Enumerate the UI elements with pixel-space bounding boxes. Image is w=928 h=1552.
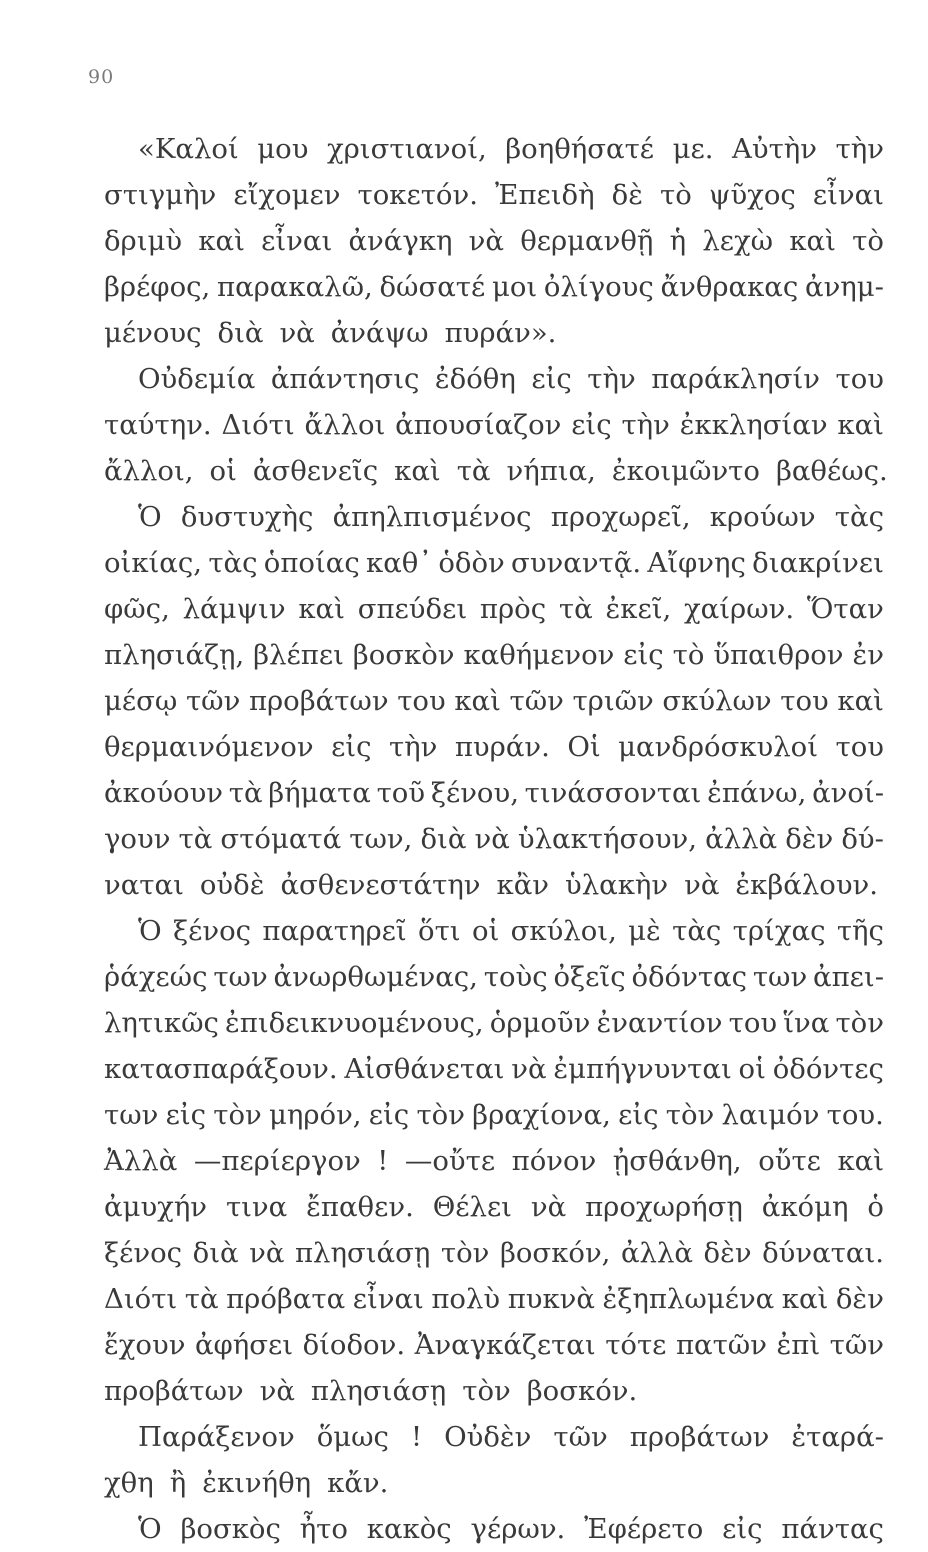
word: πλησιάσῃ (294, 1237, 431, 1269)
word: καὶ (789, 225, 836, 257)
text-line (104, 1460, 884, 1506)
word: ἀφήσει (194, 1329, 294, 1361)
word: ἄνθρακας (660, 271, 799, 303)
text-line (104, 356, 884, 402)
word: ἀνάγκη (348, 225, 453, 257)
word: εἰς (722, 1513, 763, 1545)
word: ἐταρά- (791, 1421, 884, 1453)
word: ἐπιδεικνυομένους, (225, 1007, 484, 1039)
word: τὰ (228, 777, 263, 809)
word: στιγμὴν (104, 179, 217, 211)
word: ἐν (852, 639, 884, 671)
word: τότε (605, 1329, 667, 1361)
word: τινα (225, 1191, 288, 1223)
word: ἀμυχήν (104, 1191, 208, 1223)
word: ἔπαθεν. (306, 1191, 414, 1223)
word: προχωρήσῃ (585, 1191, 743, 1223)
text-line (104, 1322, 884, 1368)
word: μηρόν, (269, 1099, 362, 1131)
word: λαιμόν (721, 1099, 820, 1131)
word: σκύλων (662, 685, 772, 717)
word: δύναται. (762, 1237, 884, 1269)
word: πολὺ (431, 1283, 501, 1315)
text-line (104, 816, 884, 862)
word: τοῦ (376, 777, 426, 809)
word: τὴν (587, 363, 636, 395)
word: καὶ (837, 1145, 884, 1177)
word: βραχίονα, (472, 1099, 611, 1131)
word: ὕπαιθρον (713, 639, 844, 671)
word: γέρων. (470, 1513, 566, 1545)
word: διακρίνει (752, 547, 884, 579)
word: τὸ (660, 179, 692, 211)
word: τὸν (416, 1099, 465, 1131)
word: οὐδὲ (199, 869, 265, 901)
word: εἰς (531, 363, 572, 395)
word: μὲ (628, 915, 661, 947)
word: λητικῶς (104, 1007, 219, 1039)
word: νὰ (279, 317, 315, 349)
word: οἱ (738, 1053, 766, 1085)
word: τὰ (456, 455, 491, 487)
word: κρούων (709, 501, 816, 533)
word: προβάτων (629, 1421, 770, 1453)
text-line (104, 862, 884, 908)
word: καὶ (837, 685, 884, 717)
word: ! (377, 1145, 389, 1177)
text-line (104, 1414, 884, 1460)
word: σκύλοι, (510, 915, 617, 947)
text-line (104, 954, 884, 1000)
word: βοσκόν. (526, 1375, 638, 1407)
word: δὲν (835, 1283, 884, 1315)
word: βλέπει (253, 639, 344, 671)
word: νήπια, (506, 455, 596, 487)
word: ξένος (172, 915, 252, 947)
word: οἰκίας, (104, 547, 203, 579)
text-line (104, 770, 884, 816)
word: προχωρεῖ, (550, 501, 691, 533)
text-line (104, 540, 884, 586)
word: ἢ (169, 1467, 187, 1499)
word: παράκλησίν (651, 363, 820, 395)
word: ἀλλὰ (705, 823, 778, 855)
word: τῶν (185, 685, 241, 717)
word: ὀλίγους (543, 271, 654, 303)
text-line (104, 678, 884, 724)
word: —περίεργον (193, 1145, 361, 1177)
word: ἀπουσίαζον (395, 409, 562, 441)
text-line (104, 264, 884, 310)
word: βήματα (268, 777, 371, 809)
text-line (104, 586, 884, 632)
word: χαίρων. (684, 593, 795, 625)
word: ὁποίας (263, 547, 360, 579)
word: ξένου, (430, 777, 519, 809)
word: καὶ (198, 225, 245, 257)
word: βοσκόν, (499, 1237, 611, 1269)
word: διὰ (217, 317, 264, 349)
text-line (104, 908, 884, 954)
word: ναται (104, 869, 184, 901)
word: τὸν (835, 1007, 884, 1039)
word: ἡ (669, 225, 687, 257)
word: ψῦχος (708, 179, 796, 211)
word: ἀπάντησις (270, 363, 420, 395)
word: λάμψιν (182, 593, 286, 625)
word: ὅμως (316, 1421, 389, 1453)
word: Ὁ (138, 501, 162, 533)
word: τῆς (836, 915, 884, 947)
word: τῶν (829, 1329, 884, 1361)
word: Ὁ (138, 1513, 162, 1545)
word: βοσκὸν (352, 639, 455, 671)
text-line (104, 448, 888, 494)
word: ὀξεῖς (553, 961, 626, 993)
word: τινάσσονται (524, 777, 702, 809)
word: Αἰσθάνεται (344, 1053, 505, 1085)
word: Οὐδὲν (444, 1421, 532, 1453)
word: ἀπηλπισμένος (332, 501, 532, 533)
word: νὰ (684, 869, 720, 901)
text-line (104, 126, 884, 172)
word: δὲν (785, 823, 834, 855)
word: ἀνοί- (812, 777, 884, 809)
word: ! (410, 1421, 423, 1453)
text-line (104, 1138, 884, 1184)
word: κἂν (496, 869, 550, 901)
text-line (104, 1506, 884, 1552)
text-line (104, 494, 884, 540)
word: ὀδόντας (631, 961, 748, 993)
body-text (104, 126, 888, 1552)
word: Ὅταν (806, 593, 884, 625)
word: προβάτων (248, 685, 389, 717)
word: ἀνωρθωμένας, (273, 961, 478, 993)
word: εἰς (571, 409, 612, 441)
word: εἰς (618, 1099, 659, 1131)
word: ἐναντίον (596, 1007, 723, 1039)
word: του (397, 685, 446, 717)
word: του (835, 363, 884, 395)
word: δίοδον. (302, 1329, 406, 1361)
word: ἐπάνω, (707, 777, 807, 809)
word: των (752, 961, 808, 993)
text-line (104, 1000, 884, 1046)
word: διὰ (192, 1237, 239, 1269)
word: ἀκούουν (104, 777, 224, 809)
word: τὰ (558, 593, 593, 625)
word: ἀσθενεστάτην (280, 869, 481, 901)
word: καὶ (454, 685, 501, 717)
word: δὲν (703, 1237, 752, 1269)
word: μέσῳ (104, 685, 178, 717)
word: πάντας (781, 1513, 884, 1545)
word: ἄλλοι, (104, 455, 194, 487)
word: Ἐφέρετο (584, 1513, 704, 1545)
word: ἄλλοι (304, 409, 386, 441)
word: ἀπει- (813, 961, 884, 993)
word: φῶς, (104, 593, 170, 625)
word: των, (349, 823, 413, 855)
word: πυράν». (444, 317, 557, 349)
word: τὴν (835, 133, 884, 165)
word: νὰ (511, 1053, 547, 1085)
word: ᾐσθάνθη, (612, 1145, 742, 1177)
word: νὰ (468, 225, 504, 257)
text-line (104, 218, 884, 264)
text-line (104, 724, 884, 770)
word: Θέλει (432, 1191, 512, 1223)
word: παρατηρεῖ (262, 915, 407, 947)
word: ἦτο (299, 1513, 348, 1545)
word: τὸ (852, 225, 884, 257)
word: ἀνημ- (805, 271, 884, 303)
word: ἀσθενεῖς (252, 455, 379, 487)
word: κατασπαράξουν. (104, 1053, 338, 1085)
word: χθη (104, 1467, 154, 1499)
word: νὰ (259, 1375, 295, 1407)
text-line (104, 1368, 884, 1414)
text-line (104, 632, 884, 678)
word: τὸν (213, 1099, 262, 1131)
word: συναντᾷ. (511, 547, 642, 579)
word: ὁρμοῦν (489, 1007, 591, 1039)
word: ὑλακτήσουν, (517, 823, 698, 855)
word: τὸν (462, 1375, 511, 1407)
word: θερμανθῇ (520, 225, 654, 257)
word: εἶναι (352, 1283, 424, 1315)
word: κἄν. (327, 1467, 389, 1499)
word: ἐδόθη (434, 363, 516, 395)
word: στόματά (220, 823, 342, 855)
word: τὴν (621, 409, 670, 441)
word: τὸν (440, 1237, 490, 1269)
word: —οὔτε (404, 1145, 496, 1177)
word: ἀλλὰ (620, 1237, 693, 1269)
word: Διότι (221, 409, 295, 441)
word: Αὐτὴν (732, 133, 817, 165)
word: γουν (104, 823, 171, 855)
word: τὸ (672, 639, 705, 671)
word: θερμαινόμενον (104, 731, 314, 763)
page-number: 90 (88, 66, 115, 88)
word: τὴν (388, 731, 438, 763)
word: εἴχομεν (233, 179, 341, 211)
word: ὅτι (418, 915, 461, 947)
word: ὁ (867, 1191, 884, 1223)
word: οἱ (471, 915, 500, 947)
word: καὶ (394, 455, 441, 487)
word: σπεύδει (357, 593, 468, 625)
word: εἰς (623, 639, 664, 671)
word: Ἀναγκάζεται (414, 1329, 596, 1361)
text-line (104, 1184, 884, 1230)
word: ὀδόντες (772, 1053, 884, 1085)
word: ἐκινήθη (202, 1467, 312, 1499)
text-line (104, 1092, 884, 1138)
text-line (104, 1276, 884, 1322)
word: νὰ (249, 1237, 285, 1269)
word: με. (672, 133, 714, 165)
word: ἐκκλησίαν (679, 409, 828, 441)
word: ὁδὸν (438, 547, 505, 579)
word: πυκνὰ (507, 1283, 595, 1315)
word: ἐκοιμῶντο (611, 455, 760, 487)
word: τρίχας (732, 915, 826, 947)
word: χριστιανοί, (326, 133, 487, 165)
word: των (104, 1099, 159, 1131)
word: καὶ (837, 409, 884, 441)
word: μοι (491, 271, 538, 303)
text-line (104, 172, 884, 218)
word: τῶν (509, 685, 564, 717)
word: πρὸς (479, 593, 547, 625)
word: δυστυχὴς (180, 501, 314, 533)
word: προβάτων (104, 1375, 244, 1407)
word: ὑλακὴν (565, 869, 669, 901)
word: ἐμπήγνυνται (553, 1053, 732, 1085)
word: πυράν. (454, 731, 550, 763)
word: διὰ (420, 823, 467, 855)
word: οὔτε (758, 1145, 821, 1177)
word: ῥάχεώς (104, 961, 208, 993)
word: ἀκόμη (761, 1191, 849, 1223)
word: τοκετόν. (357, 179, 478, 211)
word: τὰς (672, 915, 722, 947)
word: καθ᾿ (366, 547, 433, 579)
word: ξένος (104, 1237, 183, 1269)
word: Αἴφνης (647, 547, 746, 579)
word: του. (826, 1099, 884, 1131)
word: τὰ (184, 1283, 219, 1315)
word: δὲ (611, 179, 643, 211)
word: ἔχουν (104, 1329, 186, 1361)
word: Ἐπειδὴ (495, 179, 595, 211)
word: νὰ (474, 823, 510, 855)
word: Οἱ (567, 731, 601, 763)
word: Διότι (104, 1283, 178, 1315)
word: Ἀλλὰ (104, 1145, 178, 1177)
word: δώσατέ (379, 271, 486, 303)
word: πόνον (511, 1145, 597, 1177)
word: βοηθήσατέ (505, 133, 655, 165)
word: τοὺς (483, 961, 548, 993)
word: ἐξηπλωμένα (602, 1283, 775, 1315)
word: καὶ (298, 593, 345, 625)
word: ἐκεῖ, (605, 593, 672, 625)
word: βοσκὸς (180, 1513, 281, 1545)
word: πλησιάζῃ, (104, 639, 245, 671)
word: Ὁ (138, 915, 162, 947)
word: κακὸς (366, 1513, 452, 1545)
word: νὰ (530, 1191, 567, 1223)
word: βρέφος, (104, 271, 211, 303)
word: ἐπὶ (776, 1329, 821, 1361)
word: του (780, 685, 829, 717)
word: των (213, 961, 268, 993)
word: δριμὺ (104, 225, 183, 257)
word: ταύτην. (104, 409, 212, 441)
word: τὰ (178, 823, 213, 855)
word: μανδρόσκυλοί (618, 731, 819, 763)
word: παρακαλῶ, (217, 271, 373, 303)
word: εἶναι (812, 179, 884, 211)
word: τὰς (834, 501, 884, 533)
word: καθήμενον (463, 639, 615, 671)
word: εἰς (368, 1099, 410, 1131)
word: του (728, 1007, 778, 1039)
word: οἱ (209, 455, 237, 487)
word: πλησιάσῃ (310, 1375, 447, 1407)
word: του (835, 731, 884, 763)
word: μένους (104, 317, 202, 349)
word: ἐκβάλουν. (735, 869, 878, 901)
word: ἀνάψω (330, 317, 429, 349)
word: τὸν (665, 1099, 715, 1131)
text-line (104, 402, 884, 448)
word: τῶν (553, 1421, 608, 1453)
word: ἵνα (783, 1007, 830, 1039)
word: πρόβατα (226, 1283, 346, 1315)
word: τριῶν (572, 685, 654, 717)
word: εἰς (331, 731, 372, 763)
word: εἶναι (261, 225, 333, 257)
text-line (104, 1230, 884, 1276)
word: εἰς (165, 1099, 207, 1131)
text-line (104, 1046, 884, 1092)
word: βαθέως. (775, 455, 888, 487)
word: Οὐδεμία (138, 363, 256, 395)
word: μου (257, 133, 309, 165)
word: δύ- (841, 823, 884, 855)
word: τὰς (208, 547, 258, 579)
word: πατῶν (675, 1329, 767, 1361)
word: «Καλοί (138, 133, 239, 165)
word: λεχὼ (702, 225, 774, 257)
word: Παράξενον (138, 1421, 295, 1453)
text-line (104, 310, 884, 356)
word: καὶ (781, 1283, 829, 1315)
